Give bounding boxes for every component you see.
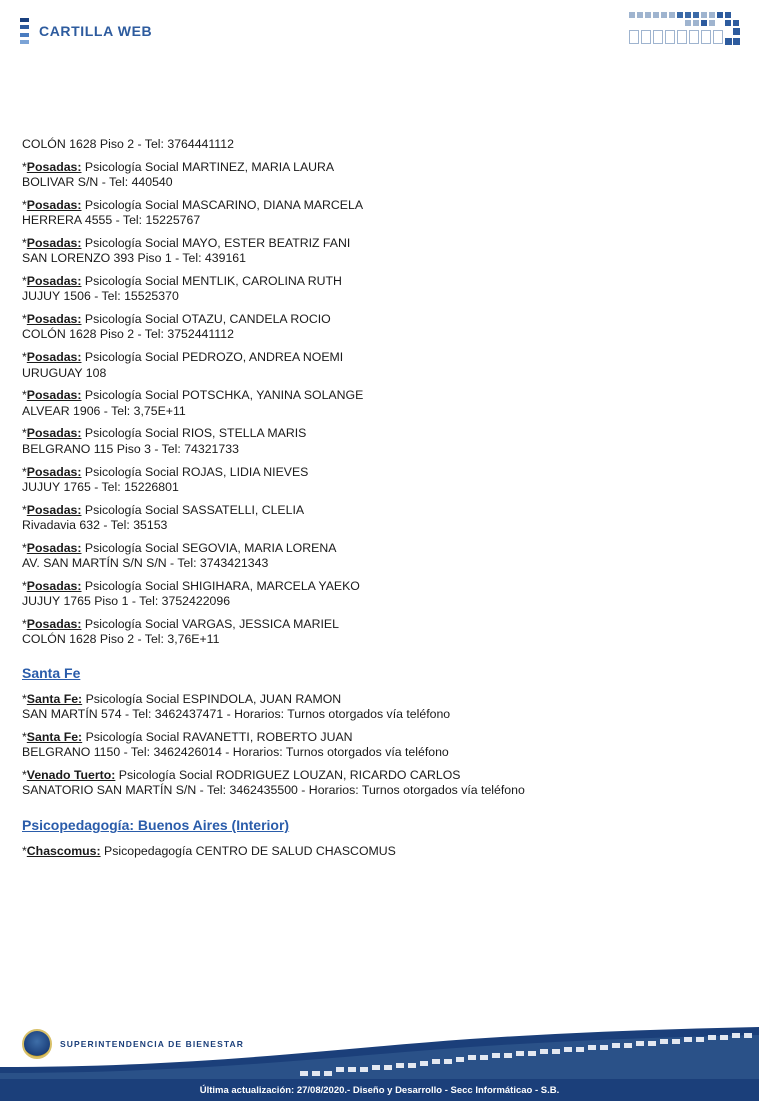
city-label: Santa Fe: <box>26 691 83 706</box>
city-label: Venado Tuerto: <box>26 767 116 782</box>
list-item <box>22 199 722 227</box>
city-label: Chascomus: <box>26 844 101 859</box>
list-item <box>22 275 722 303</box>
provider-address: HERRERA 4555 - Tel: 15225767 <box>22 213 201 228</box>
institutional-crest-icon <box>22 1029 52 1059</box>
list-item <box>22 693 722 721</box>
brand-title: CARTILLA WEB <box>39 23 153 39</box>
brand <box>20 18 152 44</box>
provider-address: ALVEAR 1906 - Tel: 3,75E+11 <box>22 403 186 418</box>
bullet-star: * <box>22 691 27 706</box>
city-label: Posadas: <box>26 540 82 555</box>
provider-name: Psicología Social PEDROZO, ANDREA NOEMI <box>81 350 344 365</box>
list-item <box>22 351 722 379</box>
provider-name: Psicología Social RIOS, STELLA MARIS <box>81 426 307 441</box>
provider-name: Psicología Social ROJAS, LIDIA NIEVES <box>81 464 309 479</box>
bullet-star: * <box>22 197 27 212</box>
list-item <box>22 427 722 455</box>
list-item <box>22 542 722 570</box>
provider-name: Psicología Social SASSATELLI, CLELIA <box>81 502 305 517</box>
provider-name: Psicología Social VARGAS, JESSICA MARIEL <box>81 616 339 631</box>
provider-name: Psicopedagogía CENTRO DE SALUD CHASCOMUS <box>100 844 396 859</box>
bullet-star: * <box>22 274 27 289</box>
provider-address: COLÓN 1628 Piso 2 - Tel: 3752441112 <box>22 327 234 342</box>
bullet-star: * <box>22 578 27 593</box>
bullet-star: * <box>22 350 27 365</box>
provider-name: Psicología Social RODRIGUEZ LOUZAN, RICARDO CARLOS <box>115 767 461 782</box>
provider-name: Psicología Social MAYO, ESTER BEATRIZ FANI <box>81 235 351 250</box>
city-label: Posadas: <box>26 350 82 365</box>
list-item <box>22 161 722 189</box>
page-footer <box>0 1011 759 1101</box>
list-item <box>22 504 722 532</box>
city-label: Posadas: <box>26 197 82 212</box>
section-heading-santa-fe[interactable]: Santa Fe <box>22 664 81 681</box>
provider-address: JUJUY 1506 - Tel: 15525370 <box>22 289 179 304</box>
provider-address: BOLIVAR S/N - Tel: 440540 <box>22 175 173 190</box>
provider-address: BELGRANO 1150 - Tel: 3462426014 - Horarios: Turnos otorgados vía teléfono <box>22 744 449 759</box>
city-label: Posadas: <box>26 235 82 250</box>
provider-address: SANATORIO SAN MARTÍN S/N - Tel: 3462435500 - Horarios: Turnos otorgados vía teléfono <box>22 783 525 797</box>
city-label: Posadas: <box>26 502 82 517</box>
provider-name: Psicología Social SHIGIHARA, MARCELA YAEKO <box>81 578 360 593</box>
list-item <box>22 769 722 797</box>
provider-address: JUJUY 1765 - Tel: 15226801 <box>22 479 179 494</box>
page-header <box>0 0 759 62</box>
provider-address: URUGUAY 108 <box>22 365 107 380</box>
list-item <box>22 237 722 265</box>
last-update-text: Última actualización: 27/08/2020.- Diseño y Desarrollo - Secc Informáticao - S.B. <box>199 1084 560 1096</box>
list-item <box>22 580 722 608</box>
list-item <box>22 845 722 857</box>
directory-content <box>22 138 722 868</box>
provider-name: Psicología Social ESPINDOLA, JUAN RAMON <box>82 691 342 706</box>
city-label: Posadas: <box>26 388 82 403</box>
bullet-star: * <box>22 235 27 250</box>
city-label: Posadas: <box>26 578 82 593</box>
bullet-star: * <box>22 767 27 782</box>
list-item <box>22 618 722 646</box>
continued-address-line: COLÓN 1628 Piso 2 - Tel: 3764441112 <box>22 137 234 151</box>
provider-name: Psicología Social SEGOVIA, MARIA LORENA <box>81 540 337 555</box>
city-label: Posadas: <box>26 159 82 174</box>
institution-name: SUPERINTENDENCIA DE BIENESTAR <box>60 1039 244 1049</box>
city-label: Posadas: <box>26 312 82 327</box>
city-label: Posadas: <box>26 426 82 441</box>
bullet-star: * <box>22 159 27 174</box>
provider-name: Psicología Social MARTINEZ, MARIA LAURA <box>81 159 335 174</box>
bullet-star: * <box>22 388 27 403</box>
provider-name: Psicología Social MENTLIK, CAROLINA RUTH <box>81 274 342 289</box>
city-label: Posadas: <box>26 616 82 631</box>
provider-address: BELGRANO 115 Piso 3 - Tel: 74321733 <box>22 441 239 456</box>
footer-status-bar <box>0 1079 759 1101</box>
provider-address: JUJUY 1765 Piso 1 - Tel: 3752422096 <box>22 594 231 609</box>
section-heading-psicopedagogia[interactable]: Psicopedagogía: Buenos Aires (Interior) <box>22 817 290 834</box>
provider-name: Psicología Social OTAZU, CANDELA ROCIO <box>81 312 331 327</box>
bullet-star: * <box>22 426 27 441</box>
list-item <box>22 313 722 341</box>
bullet-star: * <box>22 844 27 859</box>
provider-address: AV. SAN MARTÍN S/N S/N - Tel: 3743421343 <box>22 556 269 571</box>
provider-name: Psicología Social POTSCHKA, YANINA SOLANGE <box>81 388 364 403</box>
stacked-bars-icon <box>20 18 29 44</box>
institution-logo <box>22 1029 244 1059</box>
list-item <box>22 466 722 494</box>
provider-address: COLÓN 1628 Piso 2 - Tel: 3,76E+11 <box>22 632 220 647</box>
list-item <box>22 389 722 417</box>
bullet-star: * <box>22 502 27 517</box>
city-label: Santa Fe: <box>26 729 83 744</box>
provider-name: Psicología Social MASCARINO, DIANA MARCELA <box>81 197 364 212</box>
bullet-star: * <box>22 464 27 479</box>
bullet-star: * <box>22 312 27 327</box>
bullet-star: * <box>22 540 27 555</box>
bullet-star: * <box>22 616 27 631</box>
provider-name: Psicología Social RAVANETTI, ROBERTO JUAN <box>82 729 353 744</box>
city-label: Posadas: <box>26 464 82 479</box>
pixel-blocks-icon <box>629 8 749 50</box>
provider-address: SAN MARTÍN 574 - Tel: 3462437471 - Horarios: Turnos otorgados vía teléfono <box>22 706 451 721</box>
list-item <box>22 731 722 759</box>
provider-address: Rivadavia 632 - Tel: 35153 <box>22 517 168 532</box>
city-label: Posadas: <box>26 274 82 289</box>
bullet-star: * <box>22 729 27 744</box>
provider-address: SAN LORENZO 393 Piso 1 - Tel: 439161 <box>22 251 246 266</box>
